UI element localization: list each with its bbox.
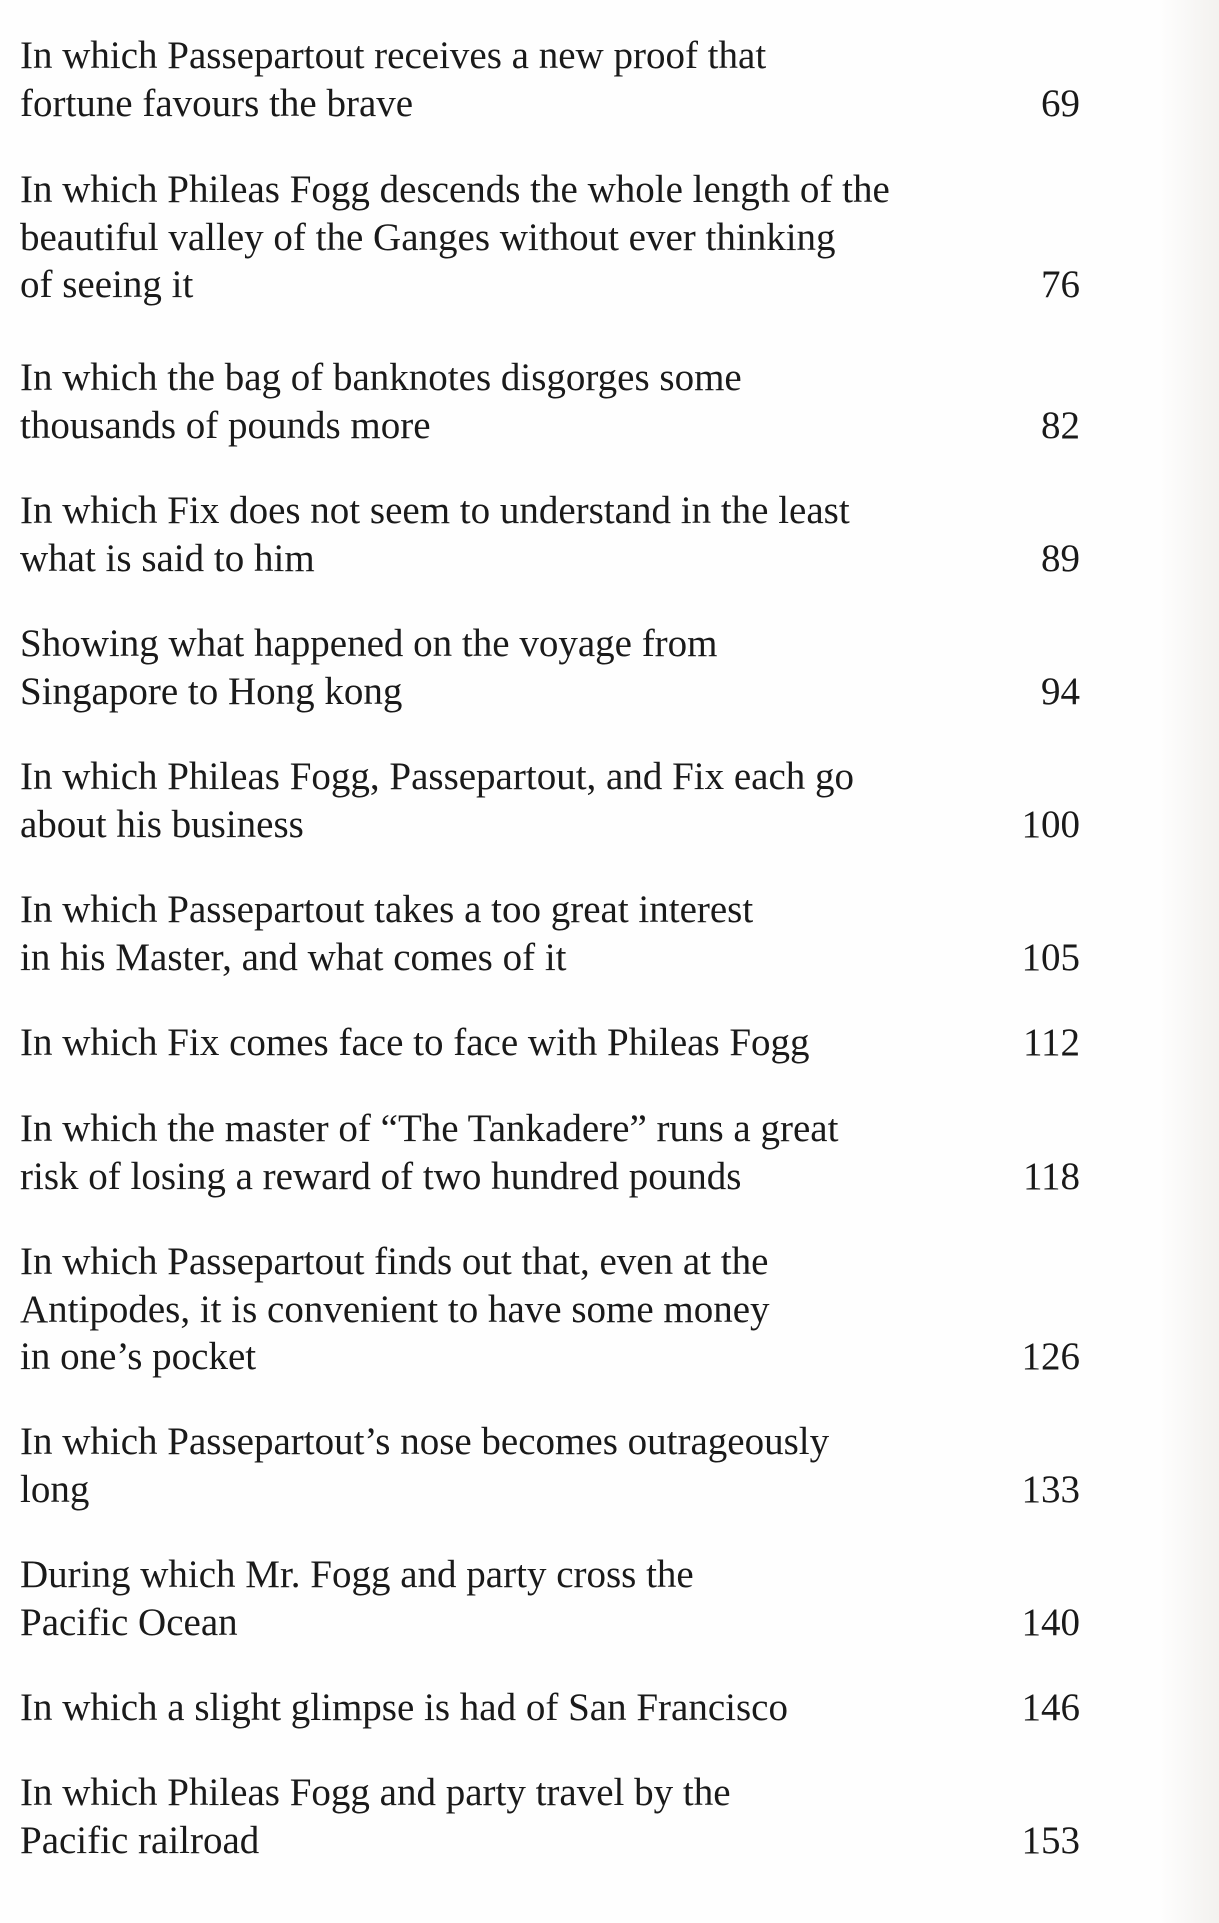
toc-entry-page-number: 140 [1021, 1600, 1080, 1644]
toc-entry-title: In which Passepartout receives a new proof that fortune favours the brave [20, 34, 767, 125]
toc-entry [20, 1684, 1080, 1732]
toc-entry [20, 166, 1080, 309]
toc-entry-page-number: 146 [1021, 1686, 1080, 1729]
toc-entry [20, 487, 1080, 582]
toc-entry [20, 1105, 1080, 1200]
toc-entry-page-number: 69 [1041, 81, 1080, 125]
toc-entry [20, 1019, 1080, 1067]
toc-entry-title: In which Phileas Fogg and party travel by the Pacific railroad [20, 1771, 731, 1862]
toc-entry-title: In which Fix comes face to face with Phileas Fogg [20, 1021, 810, 1064]
toc-entry [20, 886, 1080, 981]
toc-entry-title: In which Fix does not seem to understand in the least what is said to him [20, 489, 850, 580]
toc-entry-page-number: 153 [1021, 1818, 1080, 1862]
toc-entry-title: Showing what happened on the voyage from Singapore to Hong kong [20, 622, 718, 713]
toc-entry-page-number: 76 [1041, 263, 1080, 306]
toc-entry-title: In which the bag of banknotes disgorges some thousands of pounds more [20, 356, 742, 447]
toc-entry-page-number: 100 [1021, 802, 1080, 846]
toc-entry [20, 1769, 1080, 1864]
toc-entry [20, 1551, 1080, 1646]
page-edge-shadow [1159, 0, 1219, 1923]
toc-entry-page-number: 126 [1021, 1335, 1080, 1378]
toc-entry-page-number: 94 [1041, 669, 1080, 713]
toc-entry-title: In which Phileas Fogg descends the whole length of the beautiful valley of the Ganges without ever thinking of seeing it [20, 168, 890, 306]
toc-entry-page-number: 118 [1022, 1154, 1080, 1198]
toc-entry [20, 1238, 1080, 1381]
toc-entry-title: In which Phileas Fogg, Passepartout, and Fix each go about his business [20, 755, 855, 846]
toc-entry-title: During which Mr. Fogg and party cross the Pacific Ocean [20, 1553, 694, 1644]
toc-entry-title: In which a slight glimpse is had of San Francisco [20, 1686, 788, 1729]
toc-entry [20, 620, 1080, 715]
toc-entry-title: In which Passepartout’s nose becomes outrageously long [20, 1420, 830, 1511]
toc-entry-page-number: 82 [1041, 403, 1080, 447]
toc-entry [20, 354, 1080, 449]
toc-entry [20, 753, 1080, 848]
toc-entry-title: In which Passepartout takes a too great interest in his Master, and what comes of it [20, 888, 754, 979]
toc-entry-title: In which the master of “The Tankadere” runs a great risk of losing a reward of two hundred pounds [20, 1107, 839, 1198]
toc-entry [20, 1418, 1080, 1513]
toc-entry-title: In which Passepartout finds out that, even at the Antipodes, it is convenient to have some money in one’s pocket [20, 1240, 770, 1378]
toc-entry-page-number: 112 [1022, 1021, 1080, 1064]
toc-entry-page-number: 89 [1041, 536, 1080, 580]
toc-entry-page-number: 133 [1021, 1467, 1080, 1511]
toc-entry [20, 32, 1080, 127]
toc-entry-page-number: 105 [1021, 935, 1080, 979]
